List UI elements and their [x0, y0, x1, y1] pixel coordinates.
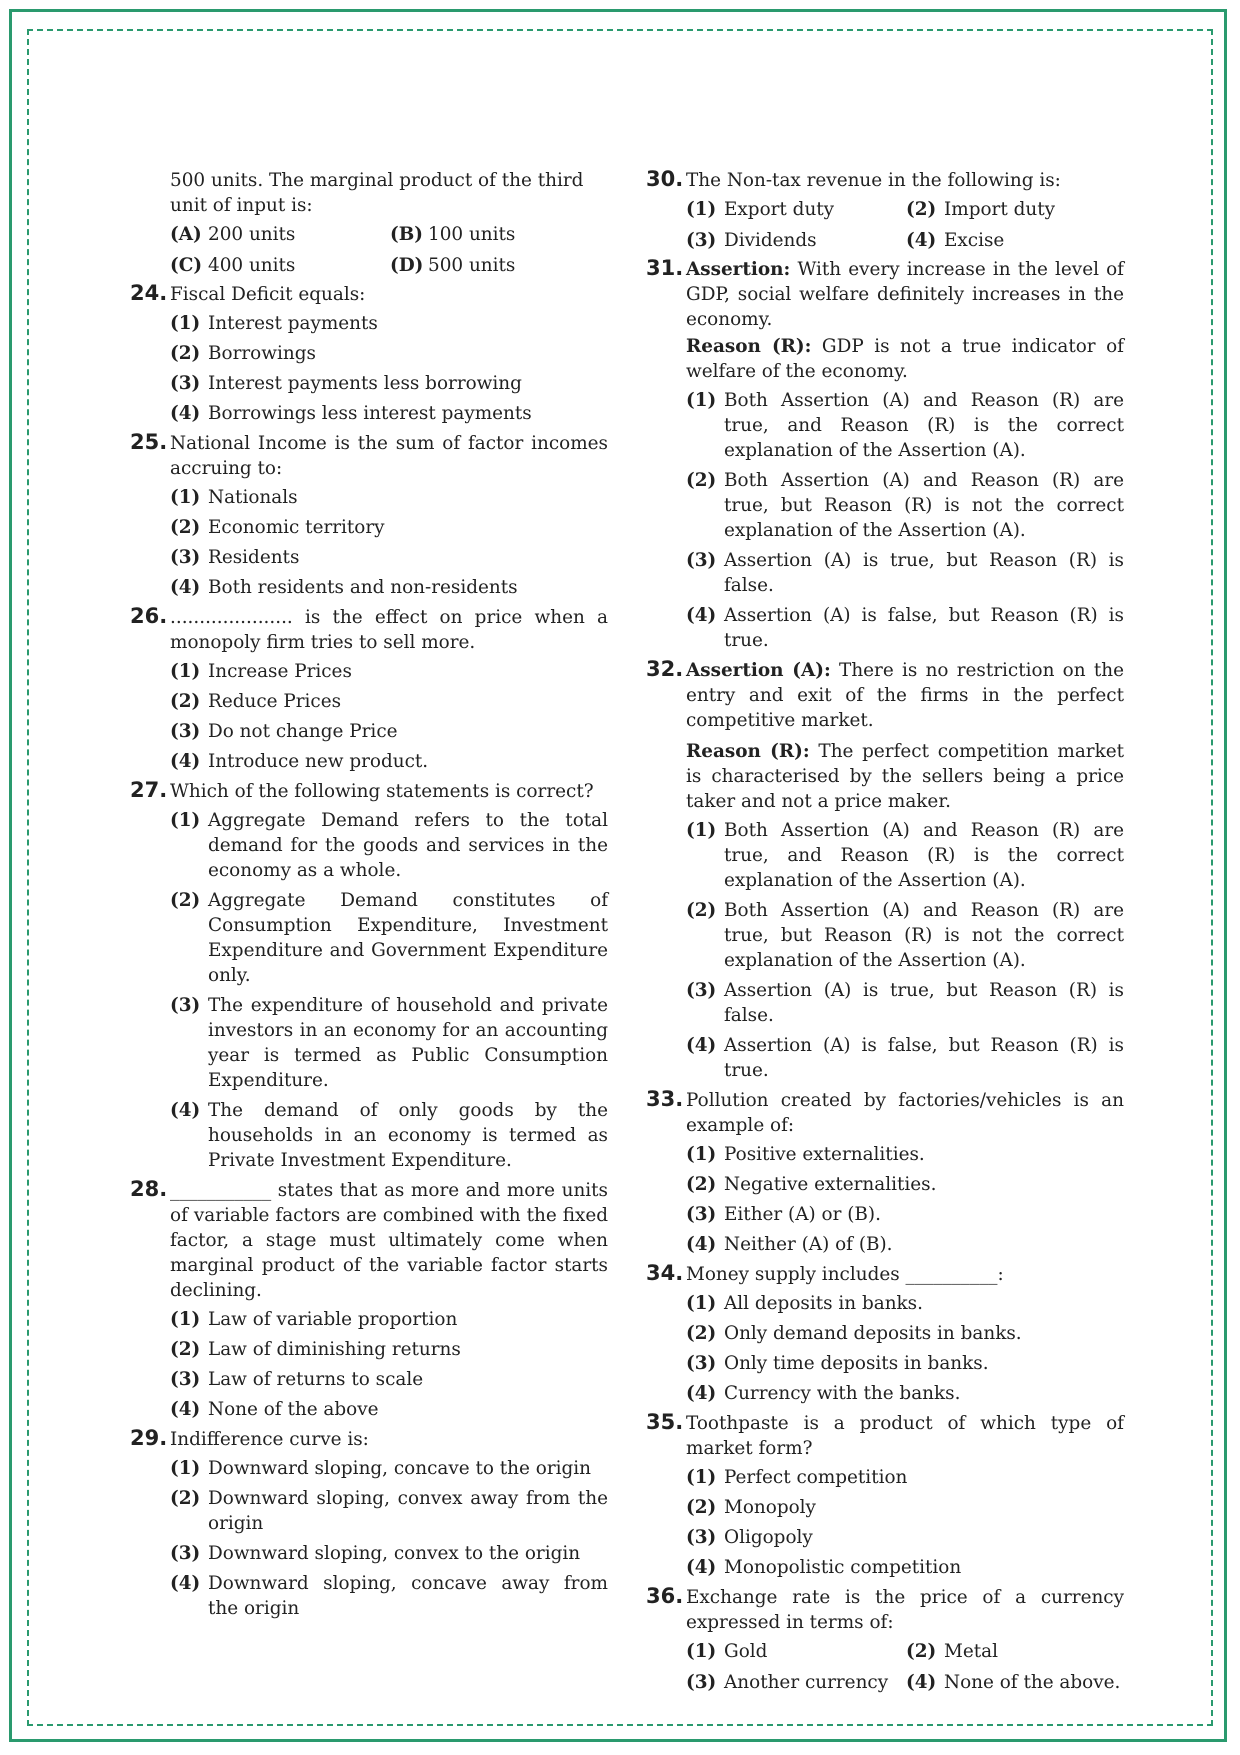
option-text: Law of variable proportion [208, 1309, 458, 1330]
question-28 [128, 1178, 608, 1422]
option-label: (2) [906, 199, 937, 220]
option-text: Import duty [944, 199, 1055, 220]
option-label: (4) [686, 1383, 717, 1404]
option[interactable] [170, 1541, 608, 1566]
option[interactable] [686, 1465, 1124, 1490]
option-label: (1) [170, 1458, 201, 1479]
option[interactable] [170, 222, 390, 247]
question-number: 30. [646, 167, 684, 191]
question-35 [644, 1411, 1124, 1580]
option[interactable] [170, 515, 608, 540]
question-26 [128, 605, 608, 774]
option-text: Another currency [724, 1672, 889, 1693]
option[interactable] [390, 222, 610, 247]
option-text: 200 units [208, 224, 296, 245]
option-label: (2) [686, 1497, 717, 1518]
option-text: Either (A) or (B). [724, 1204, 881, 1225]
option[interactable] [686, 1172, 1124, 1197]
option[interactable] [686, 1639, 906, 1664]
option-text: Monopoly [724, 1497, 816, 1518]
option-label: (1) [170, 313, 201, 334]
option-text: Borrowings [208, 343, 316, 364]
question-text: Pollution created by factories/vehicles is an example of: [686, 1090, 1124, 1136]
option-text: Dividends [724, 230, 817, 251]
option-label: (2) [686, 470, 717, 491]
options-list [170, 1456, 608, 1621]
question-number: 27. [130, 778, 168, 802]
option-text: Downward sloping, concave away from the origin [208, 1573, 608, 1619]
option-label: (1) [170, 810, 201, 831]
assertion [686, 257, 1124, 332]
options-list [170, 311, 608, 426]
option-text: The expenditure of household and private investors in an economy for an accounting year is termed as Public Consumption Expenditure. [208, 995, 608, 1091]
option[interactable] [906, 228, 1126, 253]
option-label: (3) [686, 1527, 717, 1548]
option[interactable] [686, 197, 906, 222]
option[interactable] [170, 485, 608, 510]
question-36 [644, 1585, 1124, 1695]
option-text: Assertion (A) is false, but Reason (R) is true. [724, 605, 1124, 651]
option-text: Only demand deposits in banks. [724, 1323, 1022, 1344]
question-25 [128, 431, 608, 600]
option-text: Both Assertion (A) and Reason (R) are true, but Reason (R) is not the correct explanation of the Assertion (A). [724, 900, 1124, 971]
option-label: (4) [170, 1399, 201, 1420]
option[interactable] [170, 1367, 608, 1392]
option-label: (1) [686, 1144, 717, 1165]
assertion [686, 658, 1124, 733]
option-label: (3) [686, 550, 717, 571]
option-label: (B) [390, 224, 423, 245]
question-number: 24. [130, 281, 168, 305]
option-label: (4) [170, 577, 201, 598]
option-text: Nationals [208, 487, 298, 508]
option[interactable] [170, 993, 608, 1093]
options-list [170, 485, 608, 600]
option[interactable] [170, 311, 608, 336]
question-number: 33. [646, 1087, 684, 1111]
option[interactable] [686, 1495, 1124, 1520]
option-label: (4) [686, 1234, 717, 1255]
option[interactable] [686, 468, 1124, 543]
reason [686, 334, 1124, 384]
option-text: Both Assertion (A) and Reason (R) are true, and Reason (R) is the correct explanation of the Assertion (A). [724, 820, 1124, 891]
option-text: The demand of only goods by the households in an economy is termed as Private Investment Expenditure. [208, 1100, 608, 1171]
option-text: Economic territory [208, 517, 385, 538]
option[interactable] [686, 1321, 1124, 1346]
option-text: Increase Prices [208, 661, 352, 682]
option[interactable] [170, 749, 608, 774]
options-grid [686, 1639, 1124, 1695]
assertion-text: There is no restriction on the entry and exit of the firms in the perfect competitive market. [686, 660, 1124, 731]
option[interactable] [170, 1456, 608, 1481]
question-23-continued [128, 168, 608, 278]
reason-label: Reason (R): [686, 741, 810, 762]
option[interactable] [170, 1571, 608, 1621]
option-text: Monopolistic competition [724, 1557, 962, 1578]
option-label: (2) [170, 890, 201, 911]
assertion-text: With every increase in the level of GDP, social welfare definitely increases in the economy. [686, 259, 1124, 330]
option-label: (4) [686, 605, 717, 626]
options-list [686, 818, 1124, 1083]
option-text: Aggregate Demand constitutes of Consumption Expenditure, Investment Expenditure and Government Expenditure only. [208, 890, 608, 986]
option-label: (1) [686, 1641, 717, 1662]
option-label: (1) [686, 1293, 717, 1314]
option-label: (4) [170, 1573, 201, 1594]
question-text: National Income is the sum of factor incomes accruing to: [170, 433, 608, 479]
options-list [686, 388, 1124, 653]
option[interactable] [686, 603, 1124, 653]
option[interactable] [686, 978, 1124, 1028]
option-text: Metal [944, 1641, 998, 1662]
option-text: 400 units [208, 255, 296, 276]
option-text: 100 units [428, 224, 516, 245]
options-grid [686, 197, 1124, 253]
question-text: 500 units. The marginal product of the third unit of input is: [170, 170, 584, 216]
option-text: Neither (A) of (B). [724, 1234, 893, 1255]
question-number: 32. [646, 657, 684, 681]
option-label: (3) [170, 373, 201, 394]
question-text: Toothpaste is a product of which type of market form? [686, 1413, 1124, 1459]
option-label: (2) [686, 900, 717, 921]
reason-label: Reason (R): [686, 336, 812, 357]
question-34 [644, 1262, 1124, 1406]
question-31 [644, 257, 1124, 653]
option-text: Perfect competition [724, 1467, 908, 1488]
options-list [686, 1465, 1124, 1580]
option-label: (2) [170, 517, 201, 538]
option-label: (2) [686, 1174, 717, 1195]
option-label: (A) [170, 224, 202, 245]
option-label: (3) [170, 547, 201, 568]
option-label: (3) [170, 1369, 201, 1390]
option[interactable] [686, 1291, 1124, 1316]
option[interactable] [686, 1033, 1124, 1083]
option-label: (3) [686, 1672, 717, 1693]
option-text: Export duty [724, 199, 835, 220]
left-column [128, 168, 608, 1626]
question-29 [128, 1427, 608, 1621]
question-text: Which of the following statements is correct? [170, 781, 594, 802]
question-number: 28. [130, 1177, 168, 1201]
option[interactable] [170, 401, 608, 426]
options-list [170, 659, 608, 774]
option[interactable] [686, 1525, 1124, 1550]
option[interactable] [906, 197, 1126, 222]
option-text: Introduce new product. [208, 751, 429, 772]
option-label: (3) [170, 721, 201, 742]
option-label: (3) [686, 1353, 717, 1374]
option-text: None of the above. [944, 1672, 1121, 1693]
options-list [686, 1291, 1124, 1406]
option[interactable] [686, 1202, 1124, 1227]
option[interactable] [170, 575, 608, 600]
question-text: Indifference curve is: [170, 1429, 369, 1450]
option-label: (2) [170, 343, 201, 364]
option-text: Interest payments [208, 313, 378, 334]
options-list [686, 1142, 1124, 1257]
option-text: None of the above [208, 1399, 379, 1420]
option-label: (D) [390, 255, 424, 276]
question-number: 31. [646, 256, 684, 280]
assertion-label: Assertion (A): [686, 660, 831, 681]
question-27 [128, 779, 608, 1173]
option[interactable] [170, 545, 608, 570]
option-label: (3) [686, 230, 717, 251]
option-label: (1) [686, 390, 717, 411]
question-text: The Non-tax revenue in the following is: [686, 170, 1061, 191]
option-label: (1) [170, 487, 201, 508]
option-label: (2) [170, 1339, 201, 1360]
question-number: 35. [646, 1410, 684, 1434]
option-text: Law of returns to scale [208, 1369, 424, 1390]
question-text: Fiscal Deficit equals: [170, 284, 366, 305]
option-text: Negative externalities. [724, 1174, 937, 1195]
option-label: (3) [170, 995, 201, 1016]
option[interactable] [686, 1142, 1124, 1167]
option-text: Only time deposits in banks. [724, 1353, 989, 1374]
option-text: Do not change Price [208, 721, 398, 742]
option[interactable] [170, 1397, 608, 1422]
option-label: (3) [686, 980, 717, 1001]
options-list [170, 808, 608, 1173]
question-text: Exchange rate is the price of a currency expressed in terms of: [686, 1587, 1124, 1633]
option[interactable] [170, 253, 390, 278]
option[interactable] [686, 1351, 1124, 1376]
option[interactable] [686, 1232, 1124, 1257]
option-text: Both Assertion (A) and Reason (R) are true, but Reason (R) is not the correct explanation of the Assertion (A). [724, 470, 1124, 541]
option[interactable] [686, 388, 1124, 463]
option[interactable] [686, 1381, 1124, 1406]
option-label: (1) [686, 820, 717, 841]
option-text: Downward sloping, convex away from the origin [208, 1488, 608, 1534]
option[interactable] [906, 1639, 1126, 1664]
option-label: (C) [170, 255, 203, 276]
option-label: (4) [170, 1100, 201, 1121]
option[interactable] [170, 689, 608, 714]
option-label: (3) [170, 1543, 201, 1564]
option-text: Assertion (A) is true, but Reason (R) is false. [724, 550, 1124, 596]
reason [686, 739, 1124, 814]
option[interactable] [170, 1337, 608, 1362]
option-text: Reduce Prices [208, 691, 342, 712]
option-text: Downward sloping, concave to the origin [208, 1458, 591, 1479]
option-text: Interest payments less borrowing [208, 373, 522, 394]
option-text: All deposits in banks. [724, 1293, 923, 1314]
option-text: Positive externalities. [724, 1144, 925, 1165]
option-label: (2) [170, 1488, 201, 1509]
reason-text: GDP is not a true indicator of welfare of the economy. [686, 336, 1124, 382]
question-text: Money supply includes __________: [686, 1264, 1004, 1285]
option-label: (1) [170, 1309, 201, 1330]
question-30 [644, 168, 1124, 253]
question-text: ___________ states that as more and more units of variable factors are combined with the fixed factor, a stage must ultimately come when marginal product of the variable factor starts declining. [170, 1180, 608, 1301]
option-text: 500 units [428, 255, 516, 276]
option-text: Both Assertion (A) and Reason (R) are true, and Reason (R) is the correct explanation of the Assertion (A). [724, 390, 1124, 461]
options-grid [170, 222, 608, 278]
option[interactable] [170, 808, 608, 883]
question-number: 29. [130, 1426, 168, 1450]
option[interactable] [170, 659, 608, 684]
option-label: (4) [686, 1035, 717, 1056]
option[interactable] [686, 1555, 1124, 1580]
option-label: (2) [906, 1641, 937, 1662]
option-label: (1) [686, 1467, 717, 1488]
question-33 [644, 1088, 1124, 1257]
option[interactable] [390, 253, 610, 278]
option-text: Law of diminishing returns [208, 1339, 461, 1360]
option-text: Residents [208, 547, 300, 568]
option-label: (4) [170, 403, 201, 424]
right-column [644, 168, 1124, 1699]
option-text: Excise [944, 230, 1005, 251]
option-label: (2) [170, 691, 201, 712]
question-number: 25. [130, 430, 168, 454]
option[interactable] [686, 1670, 906, 1695]
option-text: Aggregate Demand refers to the total demand for the goods and services in the economy as a whole. [208, 810, 608, 881]
option-label: (4) [686, 1557, 717, 1578]
option[interactable] [170, 1098, 608, 1173]
question-24 [128, 282, 608, 426]
option-text: Downward sloping, convex to the origin [208, 1543, 581, 1564]
option-label: (4) [906, 230, 937, 251]
option-text: Assertion (A) is true, but Reason (R) is false. [724, 980, 1124, 1026]
reason-text: The perfect competition market is characterised by the sellers being a price taker and not a price maker. [686, 741, 1124, 812]
option[interactable] [170, 888, 608, 988]
option-label: (4) [170, 751, 201, 772]
option[interactable] [686, 818, 1124, 893]
option[interactable] [686, 228, 906, 253]
option-text: Currency with the banks. [724, 1383, 961, 1404]
left-question-list [128, 282, 608, 1621]
option-text: Assertion (A) is false, but Reason (R) is true. [724, 1035, 1124, 1081]
question-text: ..................... is the effect on price when a monopoly firm tries to sell more. [170, 607, 608, 653]
option[interactable] [170, 1307, 608, 1332]
option-label: (4) [906, 1672, 937, 1693]
option[interactable] [170, 1486, 608, 1536]
option[interactable] [170, 719, 608, 744]
options-list [170, 1307, 608, 1422]
option-text: Oligopoly [724, 1527, 813, 1548]
question-number: 26. [130, 604, 168, 628]
option-label: (1) [170, 661, 201, 682]
option[interactable] [686, 898, 1124, 973]
question-number: 34. [646, 1261, 684, 1285]
option[interactable] [170, 341, 608, 366]
option-label: (3) [686, 1204, 717, 1225]
question-number: 36. [646, 1584, 684, 1608]
option-text: Gold [724, 1641, 768, 1662]
option[interactable] [906, 1670, 1126, 1695]
option-text: Both residents and non-residents [208, 577, 518, 598]
assertion-label: Assertion: [686, 259, 791, 280]
option-label: (1) [686, 199, 717, 220]
option[interactable] [686, 548, 1124, 598]
option-text: Borrowings less interest payments [208, 403, 532, 424]
option[interactable] [170, 371, 608, 396]
option-label: (2) [686, 1323, 717, 1344]
question-32 [644, 658, 1124, 1083]
